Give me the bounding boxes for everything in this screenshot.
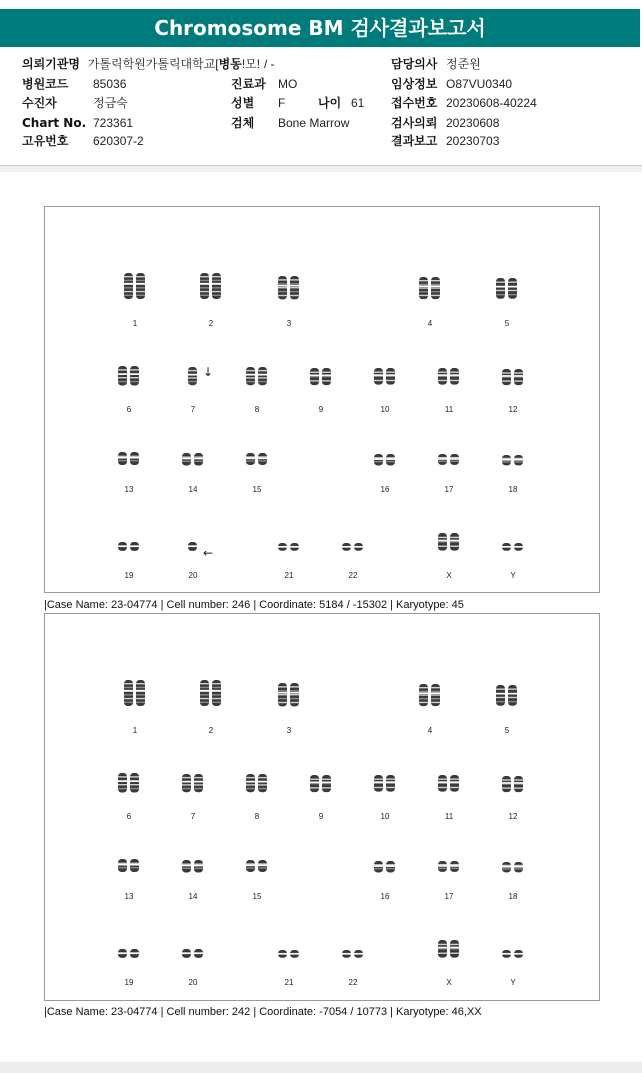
chromosome-label: 1 <box>132 319 138 328</box>
reported-label: 결과보고 <box>391 134 438 148</box>
chromosome-pair-17 <box>438 454 460 465</box>
chromosome-label: 7 <box>190 812 196 821</box>
institution-row <box>22 57 275 71</box>
chromosome-label: 12 <box>508 812 518 821</box>
chromosome-pair-13 <box>118 452 140 465</box>
chromosome-pair-22 <box>342 950 364 958</box>
ward-suffix: / - <box>263 57 275 71</box>
chromosome-pair-21 <box>278 950 300 958</box>
sex-value: F <box>278 96 286 110</box>
chromosome-label: 20 <box>188 571 198 580</box>
chromosome-label: 5 <box>504 319 510 328</box>
chromosome-pair-3 <box>278 683 300 706</box>
chromosome-pair-13 <box>118 859 140 872</box>
hospital-code-label: 병원코드 <box>22 77 69 91</box>
chromosome-label: 1 <box>132 726 138 735</box>
chromosome-pair-21 <box>278 543 300 551</box>
chromosome-label: 6 <box>126 405 132 414</box>
unique-row <box>22 134 68 148</box>
chromosome-label: 14 <box>188 485 198 494</box>
karyogram-caption: |Case Name: 23-04774 | Cell number: 242 | Coordinate: -7054 / 10773 | Karyotype: 46,XX <box>44 1006 482 1018</box>
abnormality-arrow: ← <box>203 546 214 560</box>
clinical-label: 임상정보 <box>391 77 438 91</box>
clinical-value: O87VU0340 <box>446 77 513 91</box>
chart-row <box>22 116 86 130</box>
chromosome-label: Y <box>510 571 516 580</box>
receiver-label: 수진자 <box>22 96 57 110</box>
chromosome-label: 7 <box>190 405 196 414</box>
chromosome-label: 3 <box>286 319 292 328</box>
chromosome-label: 2 <box>208 726 214 735</box>
chromosome-label: 21 <box>284 978 294 987</box>
chromosome-label: 15 <box>252 892 262 901</box>
dept-label: 진료과 <box>231 77 266 91</box>
chromosome-pair-16 <box>374 454 396 465</box>
karyogram-caption: |Case Name: 23-04774 | Cell number: 246 | Coordinate: 5184 / -15302 | Karyotype: 45 <box>44 599 464 611</box>
sex-label: 성별 <box>231 96 255 110</box>
chromosome-pair-7 <box>182 774 204 792</box>
chromosome-label: 14 <box>188 892 198 901</box>
chromosome-label: 22 <box>348 571 358 580</box>
age-value: 61 <box>351 96 365 110</box>
accession-label: 접수번호 <box>391 96 438 110</box>
chromosome-pair-3 <box>278 276 300 299</box>
receiver-row <box>22 96 57 110</box>
chromosome-pair-1 <box>124 680 146 706</box>
hospital-code-row <box>22 77 68 91</box>
doctor-label: 담당의사 <box>391 57 438 71</box>
ward-label: 병동 <box>218 57 242 71</box>
chromosome-label: 16 <box>380 485 390 494</box>
chromosome-label: 9 <box>318 405 324 414</box>
chromosome-pair-14 <box>182 860 204 872</box>
unique-label: 고유번호 <box>22 134 69 148</box>
chart-value: 723361 <box>93 116 134 130</box>
chromosome-label: X <box>446 571 452 580</box>
chromosome-pair-9 <box>310 775 332 792</box>
chromosome-pair-6 <box>118 366 140 386</box>
chromosome-label: 5 <box>504 726 510 735</box>
chromosome-pair-20 <box>188 542 198 551</box>
specimen-label: 검체 <box>231 116 255 130</box>
chromosome-label: 6 <box>126 812 132 821</box>
chromosome-label: 19 <box>124 978 134 987</box>
karyogram-area <box>0 172 642 1062</box>
chart-label: Chart No. <box>22 116 87 130</box>
chromosome-label: 8 <box>254 812 260 821</box>
chromosome-pair-5 <box>496 278 518 299</box>
chromosome-label: 15 <box>252 485 262 494</box>
karyogram-image <box>44 206 600 593</box>
institution-label: 의뢰기관명 <box>22 57 80 71</box>
chromosome-pair-x <box>438 940 460 958</box>
chromosome-pair-8 <box>246 367 268 385</box>
age-label: 나이 <box>318 96 342 110</box>
chromosome-label: 11 <box>444 812 454 821</box>
chromosome-pair-11 <box>438 775 460 792</box>
chromosome-label: X <box>446 978 452 987</box>
reported-value: 20230703 <box>446 134 500 148</box>
chromosome-label: 18 <box>508 485 518 494</box>
accession-value: 20230608-40224 <box>446 96 537 110</box>
chromosome-pair-12 <box>502 776 524 792</box>
unique-value: 620307-2 <box>93 134 144 148</box>
chromosome-pair-12 <box>502 369 524 385</box>
chromosome-label: 12 <box>508 405 518 414</box>
chromosome-label: 9 <box>318 812 324 821</box>
chromosome-label: 17 <box>444 892 454 901</box>
chromosome-label: 16 <box>380 892 390 901</box>
abnormality-arrow: ↓ <box>203 365 214 379</box>
chromosome-pair-15 <box>246 860 268 872</box>
chromosome-pair-11 <box>438 368 460 385</box>
chromosome-pair-19 <box>118 542 140 551</box>
chromosome-pair-19 <box>118 949 140 958</box>
chromosome-pair-22 <box>342 543 364 551</box>
chromosome-pair-2 <box>200 680 222 706</box>
requested-label: 검사의뢰 <box>391 116 438 130</box>
chromosome-pair-5 <box>496 685 518 706</box>
chromosome-label: 19 <box>124 571 134 580</box>
chromosome-pair-x <box>438 533 460 551</box>
specimen-value: Bone Marrow <box>278 116 350 130</box>
footer-bar <box>0 1062 642 1073</box>
karyogram-image <box>44 613 600 1001</box>
chromosome-label: 21 <box>284 571 294 580</box>
chromosome-label: 10 <box>380 405 390 414</box>
ward-value: !모! <box>241 57 261 71</box>
chromosome-pair-4 <box>419 684 441 706</box>
chromosome-pair-y <box>502 543 524 551</box>
chromosome-label: 2 <box>208 319 214 328</box>
doctor-value: 정준원 <box>446 57 481 71</box>
receiver-value: 정금숙 <box>93 96 128 110</box>
hospital-code-value: 85036 <box>93 77 127 91</box>
chromosome-label: 13 <box>124 485 134 494</box>
dept-value: MO <box>278 77 298 91</box>
institution-value: 가톨릭학원가톨릭대학교[ <box>87 57 219 71</box>
chromosome-label: 3 <box>286 726 292 735</box>
chromosome-pair-y <box>502 950 524 958</box>
chromosome-label: 10 <box>380 812 390 821</box>
chromosome-pair-1 <box>124 273 146 299</box>
chromosome-pair-6 <box>118 773 140 793</box>
chromosome-pair-20 <box>182 949 204 958</box>
chromosome-pair-2 <box>200 273 222 299</box>
chromosome-label: 4 <box>427 319 433 328</box>
chromosome-label: 11 <box>444 405 454 414</box>
report-header <box>0 0 642 166</box>
chromosome-label: 4 <box>427 726 433 735</box>
chromosome-label: 18 <box>508 892 518 901</box>
report-title: Chromosome BM 검사결과보고서 <box>0 9 640 47</box>
chromosome-pair-8 <box>246 774 268 792</box>
chromosome-pair-15 <box>246 453 268 465</box>
chromosome-pair-10 <box>374 368 396 385</box>
chromosome-pair-18 <box>502 455 524 465</box>
chromosome-pair-16 <box>374 861 396 872</box>
chromosome-pair-7 <box>188 367 198 385</box>
chromosome-label: Y <box>510 978 516 987</box>
chromosome-label: 17 <box>444 485 454 494</box>
chromosome-label: 13 <box>124 892 134 901</box>
requested-value: 20230608 <box>446 116 500 130</box>
chromosome-pair-18 <box>502 862 524 872</box>
chromosome-pair-10 <box>374 775 396 792</box>
chromosome-label: 8 <box>254 405 260 414</box>
chromosome-label: 22 <box>348 978 358 987</box>
chromosome-pair-9 <box>310 368 332 385</box>
chromosome-pair-14 <box>182 453 204 465</box>
chromosome-pair-4 <box>419 277 441 299</box>
chromosome-pair-17 <box>438 861 460 872</box>
chromosome-label: 20 <box>188 978 198 987</box>
